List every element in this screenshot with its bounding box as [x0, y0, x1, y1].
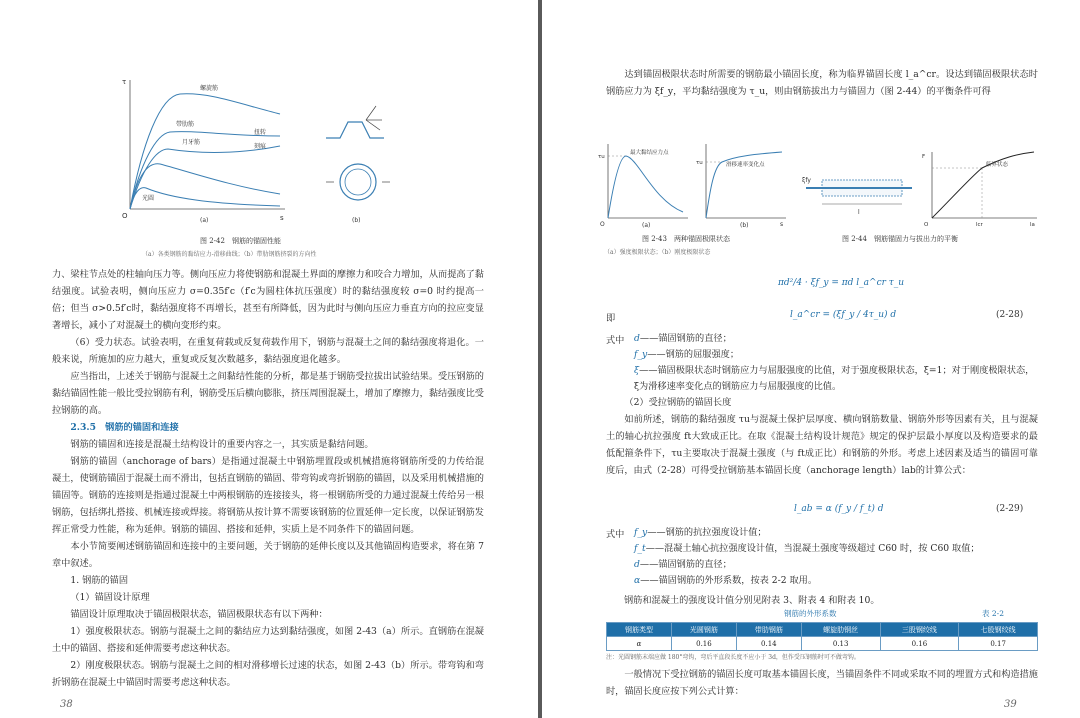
fig244-lcr: lcr: [976, 222, 983, 228]
def-text: ——锚固钢筋的直径；: [639, 333, 732, 344]
fig243b-axis-s: s: [780, 221, 784, 228]
def-list-1: [634, 331, 1038, 395]
fig242-label-guangyuan: 光圆: [142, 195, 155, 202]
figure-2-42a: [120, 74, 290, 224]
table-cell: 0.13: [801, 637, 880, 651]
equation-2-29: l_ab = α (f_y / f_t) d: [794, 504, 884, 514]
def-text: ——锚固钢筋的外形系数，按表 2-2 取用。: [640, 575, 818, 586]
def-sym: d: [634, 559, 640, 570]
fig244-l-label: l: [858, 209, 860, 216]
shizhong-label-2: 式中: [606, 529, 625, 540]
left-paragraph-4: 钢筋的锚固和连接是混凝土结构设计的重要内容之一，其实质是黏结问题。: [70, 439, 374, 450]
fig244-axis-y: F: [922, 154, 926, 160]
fig243a-tu: τu: [598, 154, 605, 160]
def-item-xi: [634, 363, 1038, 395]
def-text: ——混凝土轴心抗拉强度设计值，当混凝土强度等级超过 C60 时，按 C60 取值；: [645, 543, 980, 554]
figure-2-43-subtitle: （a）强度极限状态；（b）刚度极限状态: [604, 249, 711, 256]
table-cell: 0.16: [671, 637, 736, 651]
left-page: [0, 0, 538, 718]
table-header-row: [607, 623, 1038, 637]
equation-equilibrium: πd²/4 · ξf_y = πd l_a^cr τ_u: [778, 278, 905, 288]
fig242-label-niuzhi: 扭转: [254, 129, 267, 136]
def-sym: ξ: [634, 365, 640, 376]
equation-2-28: l_a^cr = (ξf_y / 4τ_u) d: [790, 310, 897, 320]
fig242-origin: O: [122, 212, 128, 220]
fig242-label-chengxingjin: 带肋筋: [176, 121, 195, 128]
table-header-cell: 带肋钢筋: [736, 623, 801, 637]
figure-2-43a: [598, 140, 690, 228]
def-text: ——锚固极限状态时钢筋应力与屈服强度的比值，对于强度极限状态，ξ=1；对于刚度极限状态，ξ为滑移速率变化点的钢筋应力与屈服强度的比值。: [634, 365, 1035, 392]
table-2-2-title: 钢筋的外形系数: [784, 609, 837, 618]
def-item-d2: [634, 557, 1038, 573]
fig243a-label: 最大黏结应力点: [630, 150, 669, 156]
def-sym: f_y: [634, 349, 648, 360]
figure-2-42b: [318, 100, 398, 225]
figure-2-43-title: 图 2-43 两种锚固极限状态: [642, 235, 730, 243]
def-item-alpha: [634, 573, 1038, 589]
def-text: ——钢筋的抗拉强度设计值；: [647, 527, 767, 538]
left-paragraph-8: （1）锚固设计原理: [70, 592, 150, 603]
fig244-axis-x: la: [1030, 222, 1035, 228]
left-paragraph-9: 锚固设计原理取决于锚固极限状态，锚固极限状态有以下两种：: [70, 609, 328, 620]
left-paragraph-10: 1）强度极限状态。钢筋与混凝土之间的黏结应力达到黏结强度，如图 2-43（a）所示。直钢筋在混凝土中的锚固、搭接和延伸需要考虑这种状态。: [52, 626, 484, 654]
fig242-sub-a: (a): [200, 217, 209, 224]
table-cell: 0.17: [959, 637, 1038, 651]
fig242-sub-b: (b): [352, 217, 361, 224]
table-row: [607, 637, 1038, 651]
table-header-cell: 七股钢绞线: [959, 623, 1038, 637]
subheading-tensile-anchorage: （2）受拉钢筋的锚固长度: [624, 397, 732, 408]
table-cell: 0.16: [880, 637, 959, 651]
right-top-paragraph: 达到锚固极限状态时所需要的钢筋最小锚固长度，称为临界锚固长度 l_a^cr。设达到锚固极限状态时钢筋应力为 ξf_y，平均黏结强度为 τ_u，则由钢筋拔出力与锚固力（图 2-44）的平衡条件可得: [606, 69, 1038, 97]
right-top-paragraph-block: [606, 66, 1038, 100]
table-header-cell: 光圆钢筋: [671, 623, 736, 637]
table-2-2: [606, 622, 1038, 651]
equation-2-28-number: (2-28): [996, 310, 1024, 320]
left-paragraph-11: 2）刚度极限状态。钢筋与混凝土之间的相对滑移增长过速的状态，如图 2-43（b）所示。带弯钩和弯折钢筋在混凝土中锚固时需要考虑这种状态。: [52, 660, 484, 688]
left-paragraph-1: 力、梁柱节点处的柱轴向压力等。侧向压应力将使钢筋和混凝土界面的摩擦力和咬合力增加，从而提高了黏结强度。试验表明，侧向压应力 σ=0.35f′c（f′c为圆柱体抗压强度）时的黏结强度较 σ=0 时约提高一倍；但当 σ>0.5f′c时，黏结强度将不再增长，甚至有所降低，因为此时与侧向压应力垂直方向的拉应变显著增长，减小了对混凝土的横向变形约束。: [52, 269, 484, 331]
fig244-chart-label: 临界状态: [986, 162, 1009, 168]
figure-2-42-title: 图 2-42 钢筋的锚固性能: [200, 237, 281, 245]
def-sym: f_y: [634, 527, 648, 538]
figure-2-43b: [696, 140, 788, 228]
fig244-fy: ξfy: [802, 177, 811, 184]
def-sym: f_t: [634, 543, 646, 554]
figure-2-44-chart: [922, 148, 1042, 228]
def-sym: α: [634, 575, 641, 586]
fig243b-label: 滑移速率变化点: [726, 162, 765, 168]
fig243a-origin: O: [600, 221, 605, 228]
table-header-cell: 螺旋肋钢丝: [801, 623, 880, 637]
left-page-number: 38: [60, 699, 73, 710]
def-sym: d: [634, 333, 640, 344]
left-paragraph-6: 本小节简要阐述钢筋锚固和连接中的主要问题，关于钢筋的延伸长度以及其他锚固构造要求，将在第 7 章中叙述。: [52, 541, 484, 569]
left-body-block-1: [52, 266, 484, 691]
shizhong-label-1: 式中: [606, 335, 625, 346]
right-bottom-paragraph-block: [606, 666, 1038, 700]
table-header-cell: 三股钢绞线: [880, 623, 959, 637]
table-cell: 0.14: [736, 637, 801, 651]
table-cell: α: [607, 637, 672, 651]
fig242-label-guangyuan2: 刻痕: [254, 143, 267, 150]
def-item-d: [634, 331, 1038, 347]
right-bottom-paragraph: 一般情况下受拉钢筋的锚固长度可取基本锚固长度，当锚固条件不同或采取不同的埋置方式和构造措施时，锚固长度应按下列公式计算：: [606, 669, 1038, 697]
fig243b-sub: (b): [740, 222, 749, 228]
left-paragraph-5: 钢筋的锚固（anchorage of bars）是指通过混凝土中钢筋埋置段或机械措施将钢筋所受的力传给混凝土，使钢筋锚固于混凝土而不滑出，包括直钢筋的锚固、带弯钩或弯折钢筋的锚固，以及采用机械措施的锚固等。钢筋的连接则是指通过混凝土中两根钢筋的连接接头，将一根钢筋所受的力通过混凝土传给另一根钢筋，包括绑扎搭接、机械连接或焊接。将钢筋从按计算不需要该钢筋的位置延伸一定长度，以保证钢筋发挥正常受力性能，称为延伸。钢筋的锚固、搭接和延伸，实质上是不同条件下的锚固问题。: [52, 456, 484, 535]
left-paragraph-3: 应当指出，上述关于钢筋与混凝土之间黏结性能的分析，都是基于钢筋受拉拔出试验结果。受压钢筋的黏结锚固性能一般比受拉钢筋有利，钢筋受压后横向膨胀，挤压周围混凝土，增加了摩擦力，黏结强度比受拉钢筋的高。: [52, 371, 484, 416]
fig244-origin: O: [924, 222, 929, 228]
fig242-label-yueyajin: 月牙筋: [182, 139, 201, 146]
table-header-cell: 钢筋类型: [607, 623, 672, 637]
fig242-label-luoxuanjin: 螺旋筋: [200, 85, 219, 92]
fig243a-sub: (a): [642, 222, 651, 228]
figure-2-44-title: 图 2-44 钢筋锚固力与拔出力的平衡: [842, 235, 958, 243]
right-page: [542, 0, 1080, 718]
table-2-2-number: 表 2-2: [982, 609, 1004, 618]
left-paragraph-2: （6）受力状态。试验表明，在重复荷载或反复荷载作用下，钢筋与混凝土之间的黏结强度将退化。一般来说，所施加的应力越大，重复或反复次数越多，黏结强度退化越多。: [52, 337, 484, 365]
table-2-2-note: 注：光圆钢筋末端应做 180°弯钩，弯后平直段长度不应小于 3d，但作受压钢筋时可不做弯钩。: [606, 654, 860, 661]
def-text: ——锚固钢筋的直径；: [639, 559, 732, 570]
right-mid-paragraph-block: [606, 394, 1038, 479]
fig242-axis-s: s: [280, 214, 284, 222]
def-item-fy: [634, 347, 1038, 363]
def-text: ——钢筋的屈服强度；: [647, 349, 740, 360]
ji-label: 即: [606, 313, 616, 324]
figure-2-42-subtitle: （a）各类钢筋的黏结应力-滑移曲线；（b）带肋钢筋挤裂的方向性: [142, 251, 317, 258]
equation-2-29-number: (2-29): [996, 504, 1024, 514]
fig242-axis-t: τ: [122, 78, 127, 86]
figure-2-44-schematic: [802, 160, 922, 220]
def-list-2: [634, 525, 1038, 589]
right-paragraph-1: 如前所述，钢筋的黏结强度 τu与混凝土保护层厚度、横向钢筋数量、钢筋外形等因素有关，且与混凝土的轴心抗拉强度 ft大致成正比。在取《混凝土结构设计规范》规定的保护层最小厚度以及构造要求的最低配箍条件下，τu主要取决于混凝土强度（与 ft成正比）和钢筋的外形。考虑上述因素及适当的锚固可靠度后，由式（2-28）可得受拉钢筋基本锚固长度（anchorage length）lab的计算公式：: [606, 414, 1038, 476]
def-item-ft: [634, 541, 1038, 557]
def-item-fy2: [634, 525, 1038, 541]
section-heading-2-3-5: 2.3.5 钢筋的锚固和连接: [70, 422, 179, 433]
fig243b-tu: τu: [696, 160, 703, 166]
table-intro: 钢筋和混凝土的强度设计值分别见附表 3、附表 4 和附表 10。: [624, 595, 880, 606]
left-paragraph-7: 1. 钢筋的锚固: [70, 575, 129, 586]
right-page-number: 39: [1004, 699, 1017, 710]
